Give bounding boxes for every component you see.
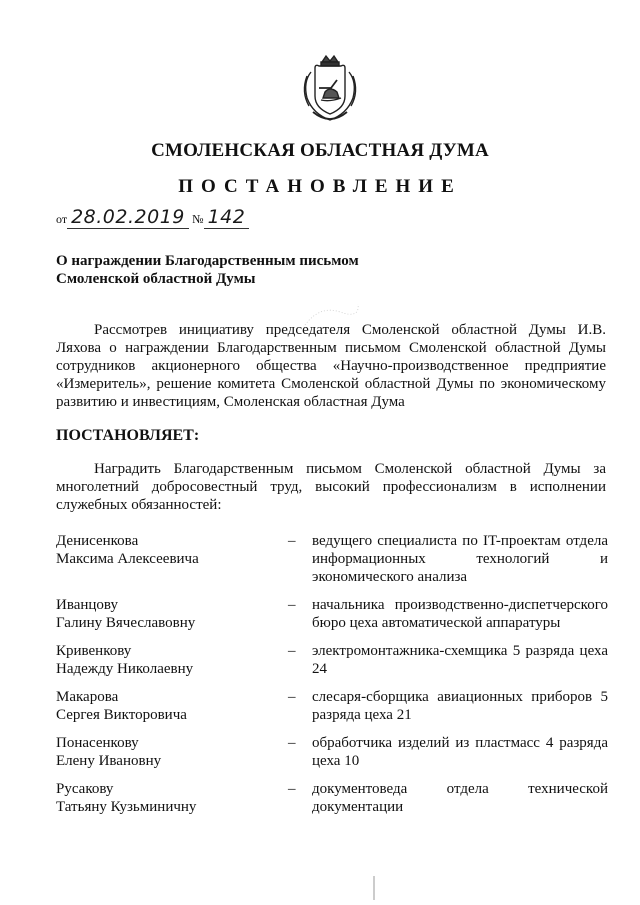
awardee-surname: Русакову [56, 781, 114, 797]
list-item [56, 734, 608, 770]
awardee-name [56, 688, 288, 724]
awardee-position: обработчика изделий из пластмасс 4 разряда цеха 10 [312, 735, 608, 769]
list-item [56, 780, 608, 816]
awardee-surname: Денисенкова [56, 533, 139, 549]
date-label: от [56, 212, 68, 226]
awardee-given-names: Максима Алексеевича [56, 551, 199, 567]
awardee-given-names: Надежду Николаевну [56, 661, 194, 677]
scan-speckle-mark [300, 300, 360, 330]
awardee-position: ведущего специалиста по IT-проектам отдела информационных технологий и экономического анализа [312, 533, 608, 585]
awardee-position: слесаря-сборщика авиационных приборов 5 разряда цеха 21 [312, 689, 608, 723]
dash-separator: – [288, 533, 296, 549]
number-value: 142 [204, 206, 250, 229]
list-item [56, 642, 608, 678]
dash-separator: – [288, 689, 296, 705]
margin-line-mark [372, 876, 376, 900]
awardee-name [56, 780, 288, 816]
dash-separator: – [288, 643, 296, 659]
document-subject [56, 252, 396, 288]
subject-line-2: Смоленской областной Думы [56, 271, 256, 287]
awardee-name [56, 596, 288, 632]
subject-line-1: О награждении Благодарственным письмом [56, 253, 359, 269]
dash-separator: – [288, 781, 296, 797]
decision-paragraph: Наградить Благодарственным письмом Смоленской областной Думы за многолетний добросовестный труд, высокий профессионализм в исполнении служебных обязанностей: [56, 461, 606, 513]
awardee-position: электромонтажника-схемщика 5 разряда цеха 24 [312, 643, 608, 677]
date-value: 28.02.2019 [67, 206, 189, 229]
awardees-list [56, 532, 608, 826]
dash-separator: – [288, 735, 296, 751]
list-item [56, 532, 608, 586]
list-item [56, 596, 608, 632]
awardee-position: документоведа отдела технической документации [312, 781, 608, 815]
awardee-given-names: Елену Ивановну [56, 753, 162, 769]
list-item [56, 688, 608, 724]
number-label: № [192, 212, 204, 226]
awardee-given-names: Сергея Викторовича [56, 707, 187, 723]
resolves-heading: ПОСТАНОВЛЯЕТ: [56, 427, 200, 444]
awardee-name [56, 642, 288, 678]
awardee-given-names: Галину Вячеславовну [56, 615, 196, 631]
preamble-paragraph: Рассмотрев инициативу председателя Смоленской областной Думы И.В. Ляхова о награждении Благодарственным письмом Смоленской областной Думы сотрудников акционерного общества «Научно-производственное предприятие «Измеритель», решение комитета Смоленской областной Думы по экономическому развитию и инвестициям, Смоленская областная Дума [56, 322, 606, 410]
coat-of-arms-icon [297, 52, 363, 124]
awardee-surname: Понасенкову [56, 735, 139, 751]
dash-separator: – [288, 597, 296, 613]
awardee-surname: Кривенкову [56, 643, 132, 659]
document-type-title: ПОСТАНОВЛЕНИЕ [178, 176, 462, 197]
awardee-name [56, 734, 288, 770]
awardee-surname: Макарова [56, 689, 119, 705]
awardee-name [56, 532, 288, 586]
organization-title: СМОЛЕНСКАЯ ОБЛАСТНАЯ ДУМА [151, 140, 489, 161]
awardee-position: начальника производственно-диспетчерского бюро цеха автоматической аппаратуры [312, 597, 608, 631]
awardee-surname: Иванцову [56, 597, 118, 613]
date-number-line [56, 206, 249, 229]
awardee-given-names: Татьяну Кузьминичну [56, 799, 197, 815]
